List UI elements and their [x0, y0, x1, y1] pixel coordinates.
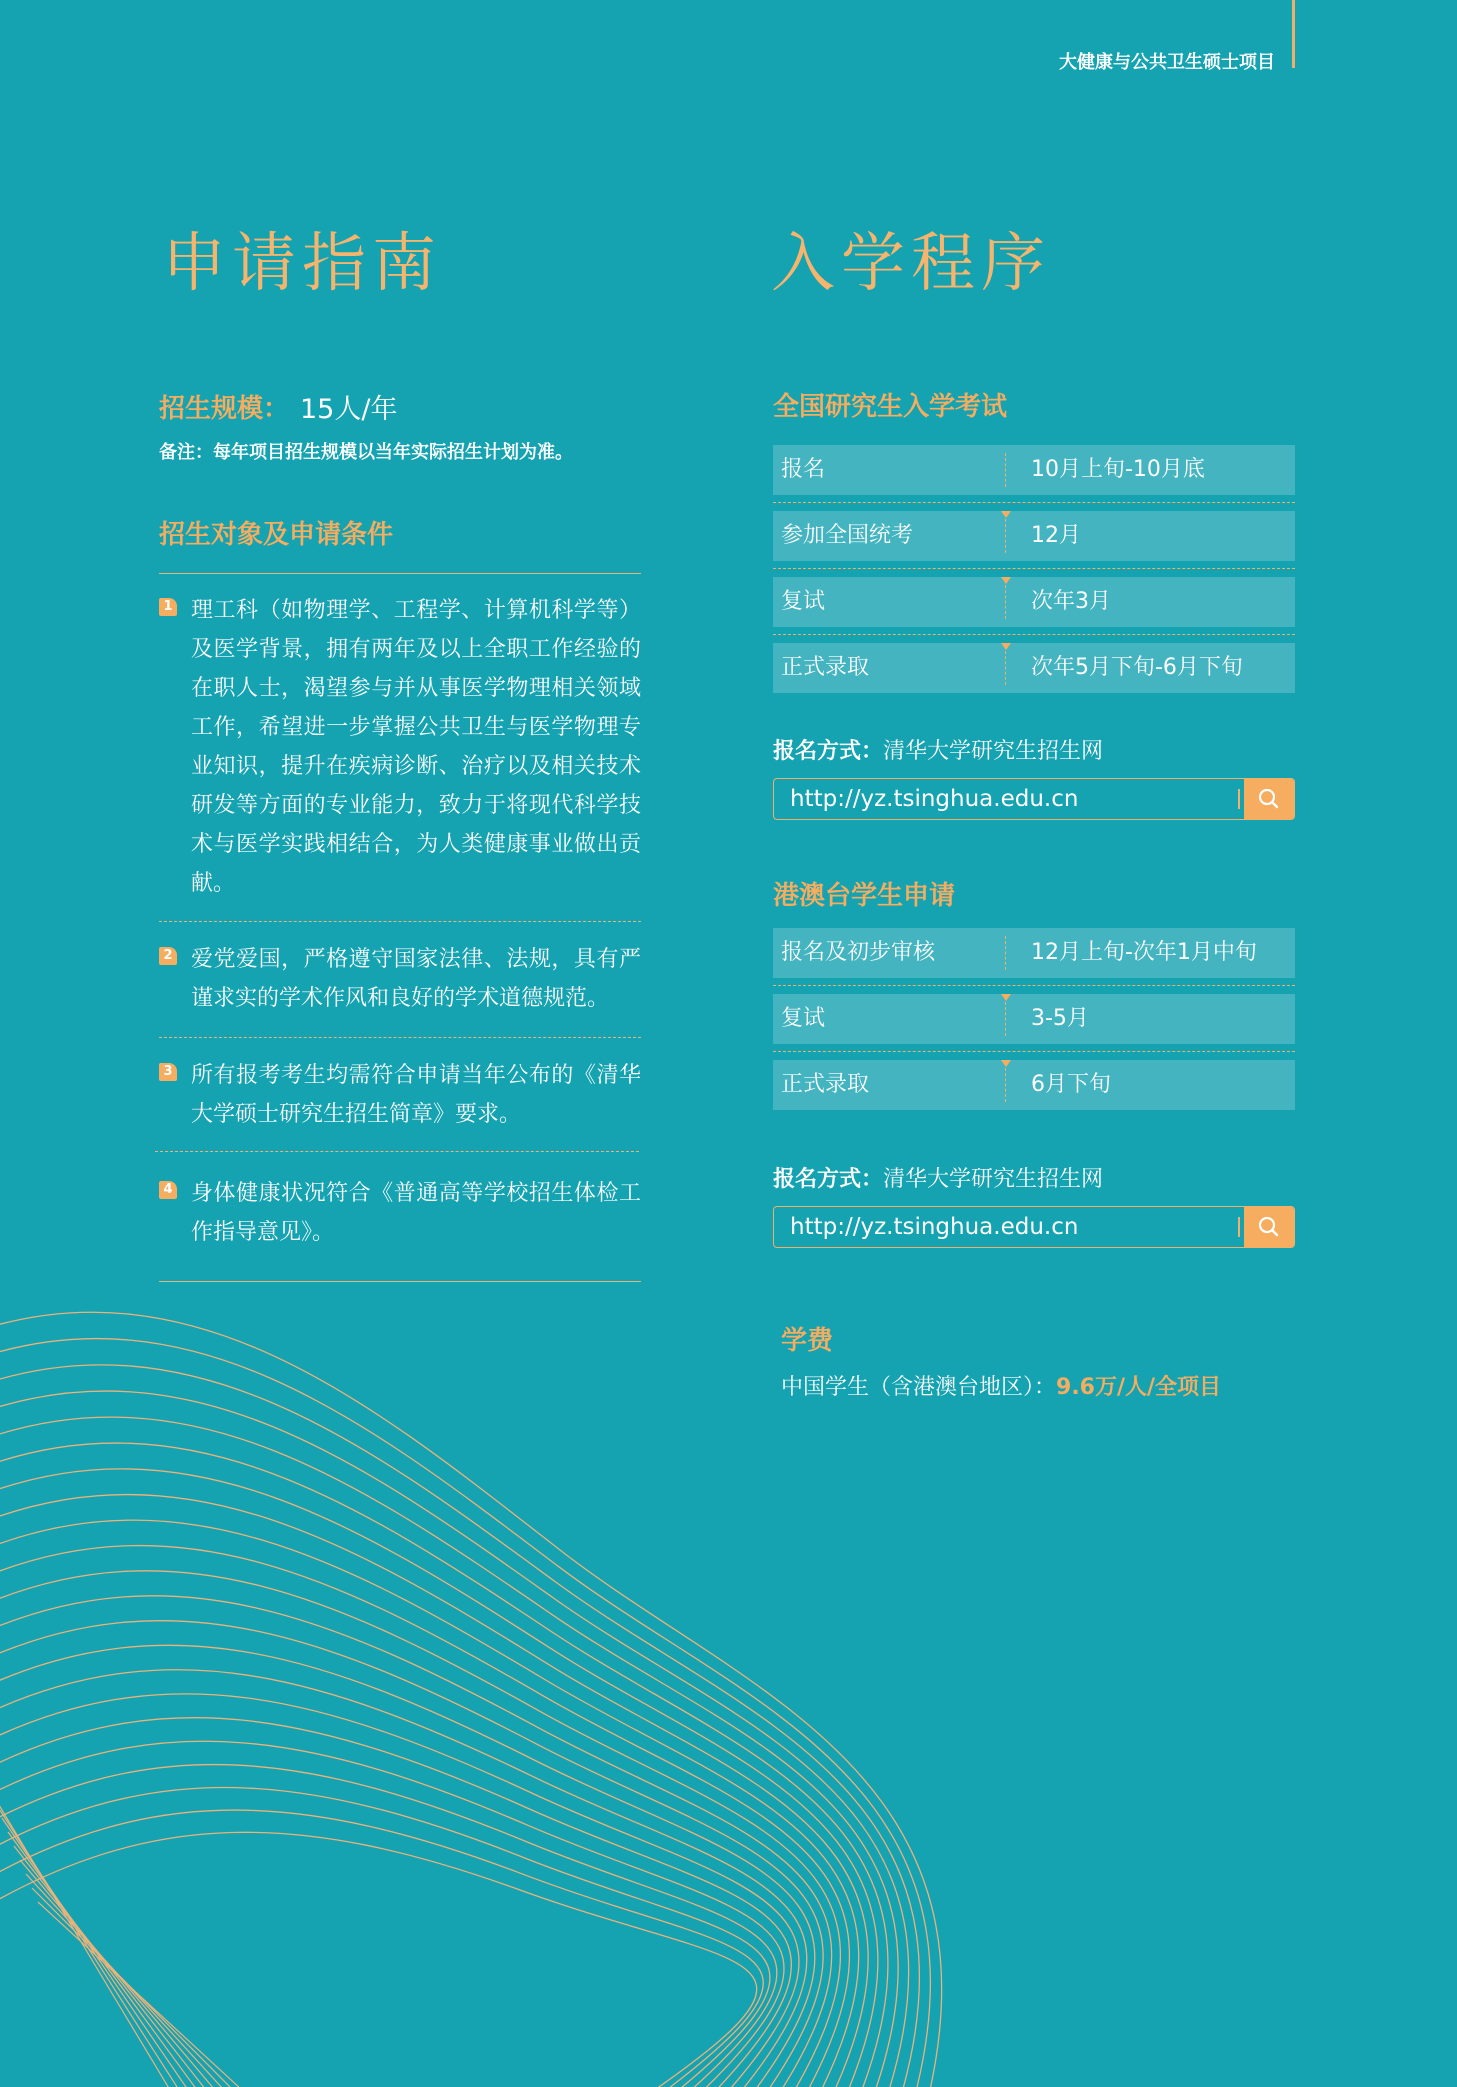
divider [773, 634, 1295, 635]
admission-procedure-title: 入学程序 [771, 227, 1051, 301]
timeline-step: 复试 [781, 1006, 826, 1031]
timeline-step: 复试 [781, 589, 826, 614]
wave-line [0, 1312, 942, 2087]
quota-note: 备注：每年项目招生规模以当年实际招生计划为准。 [159, 442, 573, 463]
divider [159, 573, 641, 574]
condition-item [159, 1174, 641, 1254]
divider [155, 1151, 639, 1152]
timeline-date: 次年5月下旬-6月下旬 [1031, 655, 1243, 680]
arrow-down-icon [1001, 994, 1011, 1001]
url-text: http://yz.tsinghua.edu.cn [790, 1214, 1079, 1240]
search-button[interactable] [1244, 1207, 1294, 1247]
wave-line [0, 1571, 840, 2087]
timeline-step: 报名及初步审核 [781, 940, 936, 965]
arrow-down-icon [1001, 1060, 1011, 1067]
wave-line [0, 1787, 770, 2087]
wave-line [0, 1804, 179, 2087]
timeline-row [773, 643, 1295, 693]
wave-line [0, 1443, 888, 2087]
tuition-value: 9.6万/人/全项目 [1056, 1375, 1222, 1400]
wave-line [2, 1818, 188, 2087]
national-url-search-box[interactable] [773, 778, 1295, 820]
quota-value: 15人/年 [300, 394, 398, 425]
tuition-line [781, 1370, 1221, 1401]
timeline-date: 3-5月 [1031, 1006, 1089, 1031]
divider [1005, 936, 1006, 970]
application-guide-title: 申请指南 [162, 227, 442, 301]
divider [1005, 651, 1006, 685]
condition-text: 理工科（如物理学、工程学、计算机科学等）及医学背景，拥有两年及以上全职工作经验的在职人士，渴望参与并从事医学物理相关领域工作，希望进一步掌握公共卫生与医学物理专业知识，提升在疾病诊断、治疗以及相关技术研发等方面的专业能力，致力于将现代科学技术与医学实践相结合，为人类健康事业做出贡献。 [191, 598, 641, 896]
wave-line [0, 1495, 868, 2087]
tuition-label: 中国学生（含港澳台地区）： [781, 1375, 1057, 1400]
tuition-heading: 学费 [781, 1326, 834, 1356]
hmt-apply-method [773, 1162, 1103, 1193]
wave-line [26, 1874, 224, 2087]
arrow-down-icon [1001, 511, 1011, 518]
condition-number: 3 [159, 1063, 177, 1081]
wave-line [0, 1417, 898, 2087]
timeline-date: 12月 [1031, 523, 1081, 548]
national-apply-method [773, 734, 1103, 765]
timeline-step: 正式录取 [781, 655, 870, 680]
wave-line [0, 1339, 930, 2087]
wave-line [0, 1790, 170, 2087]
divider [773, 1051, 1295, 1052]
timeline-date: 12月上旬-次年1月中旬 [1031, 940, 1257, 965]
arrow-down-icon [1001, 643, 1011, 650]
divider [159, 1281, 641, 1282]
condition-number: 2 [159, 947, 177, 965]
wave-line [32, 1888, 233, 2087]
apply-method-value: 清华大学研究生招生网 [883, 739, 1104, 764]
timeline-step: 参加全国统考 [781, 523, 914, 548]
header-accent-line [1292, 0, 1295, 68]
wave-line [0, 1596, 832, 2087]
timeline-row [773, 928, 1295, 978]
wave-line [0, 1621, 823, 2087]
wave-line [0, 1670, 807, 2087]
divider [773, 985, 1295, 986]
timeline-row [773, 1060, 1295, 1110]
wave-line [0, 1645, 815, 2087]
wave-line [0, 1546, 849, 2087]
timeline-step: 报名 [781, 457, 826, 482]
divider [159, 1037, 641, 1038]
timeline-date: 10月上旬-10月底 [1031, 457, 1205, 482]
divider [1238, 1217, 1240, 1237]
arrow-down-icon [1001, 577, 1011, 584]
condition-item [159, 940, 641, 1020]
national-exam-timeline [773, 445, 1295, 709]
divider [773, 568, 1295, 569]
wave-line [0, 1469, 878, 2087]
wave-line [0, 1365, 919, 2087]
wave-lines-decoration [0, 1290, 1000, 2087]
timeline-row [773, 445, 1295, 495]
apply-method-label: 报名方式： [773, 739, 884, 764]
divider [1005, 1002, 1006, 1036]
hmt-url-search-box[interactable] [773, 1206, 1295, 1248]
wave-line [0, 1391, 909, 2087]
divider [159, 921, 641, 922]
url-text: http://yz.tsinghua.edu.cn [790, 786, 1079, 812]
divider [1238, 789, 1240, 809]
wave-line [0, 1832, 757, 2087]
condition-number: 4 [159, 1181, 177, 1199]
divider [1005, 1068, 1006, 1102]
search-button[interactable] [1244, 779, 1294, 819]
search-icon [1244, 1207, 1294, 1247]
timeline-step: 正式录取 [781, 1072, 870, 1097]
wave-line [14, 1846, 206, 2087]
wave-line [20, 1860, 215, 2087]
hmt-heading: 港澳台学生申请 [773, 881, 956, 911]
header-title: 大健康与公共卫生硕士项目 [1059, 52, 1275, 73]
search-icon [1244, 779, 1294, 819]
condition-item [159, 1056, 641, 1136]
condition-text: 爱党爱国，严格遵守国家法律、法规，具有严谨求实的学术作风和良好的学术道德规范。 [191, 947, 641, 1011]
wave-line [0, 1810, 763, 2087]
timeline-date: 6月下旬 [1031, 1072, 1111, 1097]
hmt-timeline [773, 928, 1295, 1126]
condition-text: 身体健康状况符合《普通高等学校招生体检工作指导意见》。 [191, 1181, 641, 1245]
conditions-heading: 招生对象及申请条件 [159, 520, 394, 550]
apply-method-value: 清华大学研究生招生网 [883, 1167, 1104, 1192]
condition-item [159, 591, 641, 903]
timeline-row [773, 994, 1295, 1044]
divider [1005, 519, 1006, 553]
condition-text: 所有报考考生均需符合申请当年公布的《清华大学硕士研究生招生简章》要求。 [191, 1063, 641, 1127]
divider [1005, 453, 1006, 487]
divider [773, 502, 1295, 503]
wave-line [0, 1765, 777, 2087]
national-exam-heading: 全国研究生入学考试 [773, 392, 1008, 422]
timeline-date: 次年3月 [1031, 589, 1111, 614]
apply-method-label: 报名方式： [773, 1167, 884, 1192]
wave-line [8, 1832, 197, 2087]
quota-label: 招生规模： [159, 394, 290, 424]
wave-line [0, 1520, 859, 2087]
wave-line [0, 1694, 799, 2087]
wave-line [0, 1718, 791, 2087]
wave-line [0, 1741, 784, 2087]
condition-number: 1 [159, 598, 177, 616]
timeline-row [773, 577, 1295, 627]
wave-line [38, 1902, 242, 2087]
timeline-row [773, 511, 1295, 561]
divider [1005, 585, 1006, 619]
